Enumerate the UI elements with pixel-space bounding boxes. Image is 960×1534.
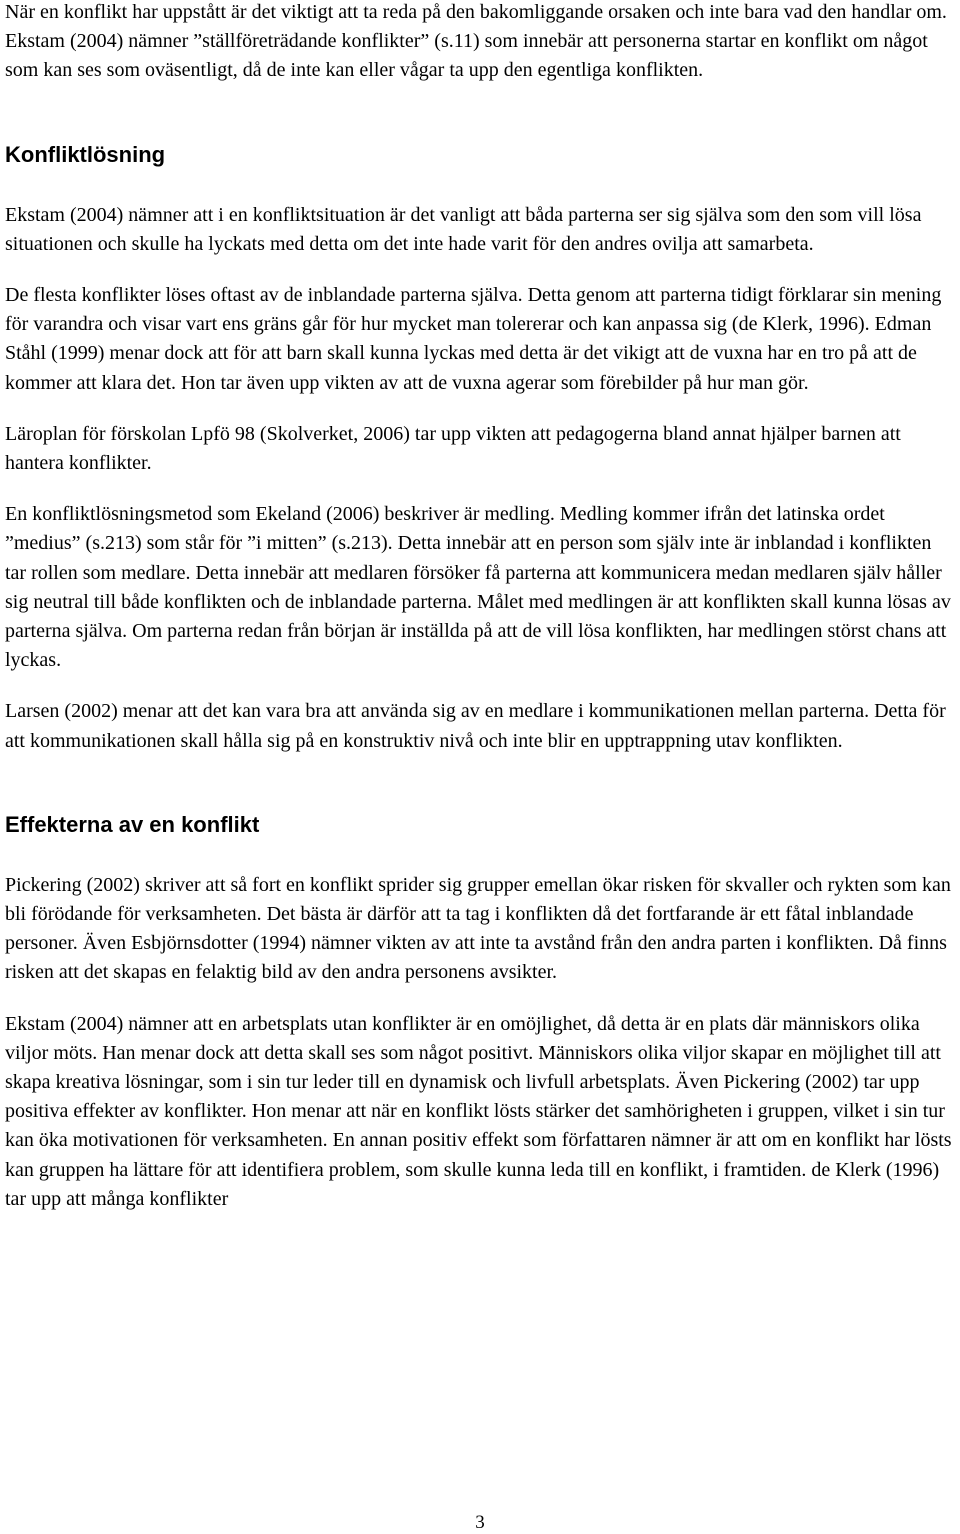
document-page [5, 0, 955, 1214]
section-heading-konfliktlosning: Konfliktlösning [5, 141, 166, 167]
paragraph: De flesta konflikter löses oftast av de inblandade parterna själva. Detta genom att parterna tidigt förklarar sin mening för varandra och visar vart ens gräns går för hur mycket man tolererar och kan anpassa sig (de Klerk, 1996). Edman Ståhl (1999) menar dock att för att barn skall kunna lyckas med detta är det vikigt att de vuxna har en tro på att de kommer att klara det. Hon tar även upp vikten av att de vuxna agerar som förebilder på hur man gör. [5, 284, 942, 394]
paragraph: Läroplan för förskolan Lpfö 98 (Skolverket, 2006) tar upp vikten att pedagogerna bland annat hjälper barnen att hantera konflikter. [5, 422, 901, 475]
section-heading-effekterna: Effekterna av en konflikt [5, 811, 260, 837]
paragraph: Larsen (2002) menar att det kan vara bra att använda sig av en medlare i kommunikationen mellan parterna. Detta för att kommunikationen skall hålla sig på en konstruktiv nivå och inte blir en upptrappning utav konflikten. [5, 700, 946, 752]
page-number: 3 [475, 1512, 485, 1533]
paragraph: Ekstam (2004) nämner att i en konfliktsituation är det vanligt att båda parterna ser sig själva som den som vill lösa situationen och skulle ha lyckats med detta om det inte hade varit för den andres ovilja att samarbeta. [5, 203, 922, 255]
paragraph: Pickering (2002) skriver att så fort en konflikt sprider sig grupper emellan ökar risken för skvaller och rykten som kan bli förödande för verksamheten. Det bästa är därför att ta tag i konflikten då det fortfarande är ett fåtal inblandade personer. Även Esbjörnsdotter (1994) nämner vikten av att inte ta avstånd från den andra parten i konflikten. Då finns risken att det skapas en felaktig bild av den andra personens avsikter. [5, 873, 951, 984]
paragraph: En konfliktlösningsmetod som Ekeland (2006) beskriver är medling. Medling kommer ifrån det latinska ordet ”medius” (s.213) som står för ”i mitten” (s.213). Detta innebär att en person som själv inte är inblandad i konflikten tar rollen som medlare. Detta innebär att medlaren försöker få parterna att kommunicera medan medlaren själv håller sig neutral till både konflikten och de inblandade parterna. Målet med medlingen är att konflikten skall kunna lösas av parterna själva. Om parterna redan från början är inställda på att de vill lösa konflikten, har medlingen störst chans att lyckas. [5, 503, 951, 672]
intro-paragraph: När en konflikt har uppstått är det viktigt att ta reda på den bakomliggande orsaken och inte bara vad den handlar om. Ekstam (2004) nämner ”ställföreträdande konflikter” (s.11) som innebär att personerna startar en konflikt om något som kan ses som oväsentligt, då de inte kan eller vågar ta upp den egentliga konflikten. [5, 1, 947, 82]
paragraph: Ekstam (2004) nämner att en arbetsplats utan konflikter är en omöjlighet, då detta är en plats där människors olika viljor möts. Han menar dock att detta skall ses som något positivt. Människors olika viljor skapar en möjlighet till att skapa kreativa lösningar, som i sin tur leder till en dynamisk och livfull arbetsplats. Även Pickering (2002) tar upp positiva effekter av konflikter. Hon menar att när en konflikt lösts stärker det samhörigheten i gruppen, vilket i sin tur kan öka motivationen för verksamheten. En annan positiv effekt som författaren nämner är att om en konflikt har lösts kan gruppen ha lättare för att identifiera problem, som skulle kunna leda till en konflikt, i framtiden. de Klerk (1996) tar upp att många konflikter [5, 1012, 952, 1210]
